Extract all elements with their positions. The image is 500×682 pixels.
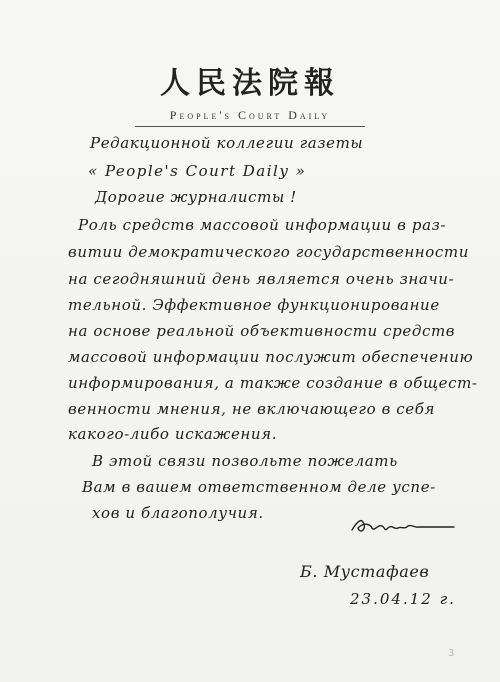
salutation-line-2: « People's Court Daily » [88, 162, 307, 180]
body-line-2: витии демократического государственности [68, 243, 469, 261]
body-line-5: на основе реальной объективности средств [68, 322, 456, 340]
masthead-english-title: People's Court Daily [169, 108, 331, 122]
body-line-8: венности мнения, не включающего в себя [68, 400, 436, 418]
pencil-page-mark: 3 [448, 648, 455, 659]
masthead-underline [135, 126, 365, 127]
body-line-11: Вам в вашем ответственном деле успе- [82, 478, 436, 496]
masthead-chinese-title: 人民法院報 [160, 66, 340, 101]
salutation-line-1: Редакционной коллегии газеты [90, 134, 364, 152]
body-line-3: на сегодняшний день является очень значи- [68, 270, 455, 288]
body-line-4: тельной. Эффективное функционирование [68, 296, 440, 314]
letter-date: 23.04.12 г. [350, 590, 456, 608]
body-line-1: Роль средств массовой информации в раз- [78, 216, 447, 234]
masthead [0, 58, 500, 127]
body-line-12: хов и благополучия. [92, 504, 264, 522]
salutation-line-3: Дорогие журналисты ! [95, 188, 297, 206]
body-line-7: информирования, а также создание в общест- [68, 374, 478, 392]
body-line-9: какого-либо искажения. [68, 425, 278, 443]
body-line-10: В этой связи позвольте пожелать [92, 452, 398, 470]
body-line-6: массовой информации послужит обеспечению [68, 348, 474, 366]
handwritten-signature [350, 512, 460, 540]
signer-name: Б. Мустафаев [300, 562, 430, 581]
